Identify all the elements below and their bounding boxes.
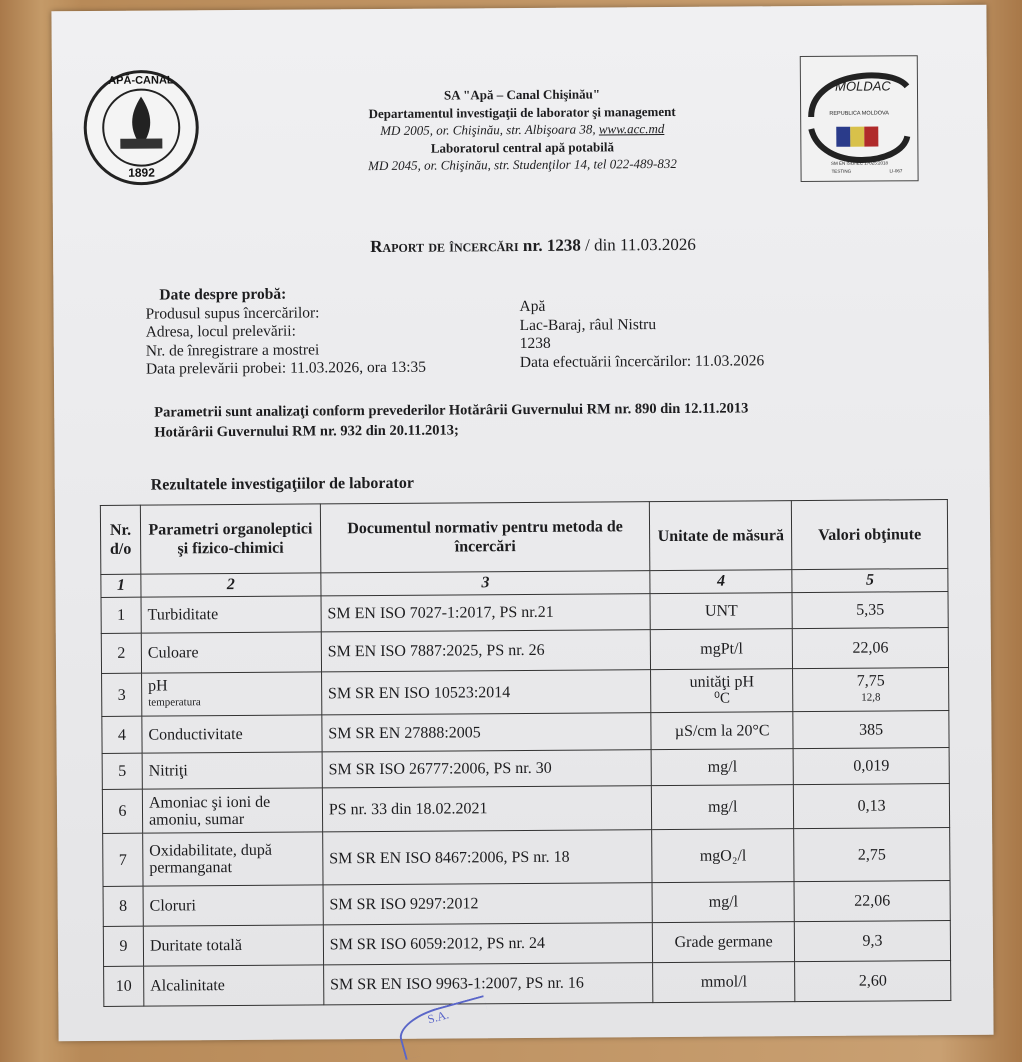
cell-method — [323, 923, 653, 965]
method-text: SM EN ISO 7887:2025, PS nr. 26 — [327, 641, 545, 661]
cell-param — [141, 596, 321, 633]
unit-text: µS/cm la 20°C — [674, 721, 770, 740]
cell-n — [103, 886, 143, 926]
param-text: pH — [148, 677, 168, 695]
header-cell: Documentul normativ pentru metoda de încercări — [320, 502, 650, 573]
index-cell: 4 — [650, 570, 792, 594]
unit-text: mg/l — [707, 798, 738, 816]
website-link[interactable]: www.acc.md — [598, 121, 665, 137]
cell-n — [103, 833, 143, 886]
results-table — [100, 499, 951, 1007]
header-cell: Parametri organoleptici şi fizico-chimici — [140, 504, 320, 574]
regulation-note — [154, 398, 748, 442]
cell-unit — [652, 829, 794, 883]
cell-n — [102, 753, 142, 789]
cell-param — [143, 832, 323, 886]
value_sub-text: 12,8 — [861, 691, 881, 704]
svg-text:MOLDAC: MOLDAC — [835, 78, 891, 94]
cell-value — [794, 828, 950, 882]
value-text: 22,06 — [854, 892, 891, 910]
n-text: 8 — [119, 897, 128, 915]
value-text: 9,3 — [862, 932, 883, 950]
field-value: Data efectuării încercărilor: 11.03.2026 — [519, 351, 765, 371]
table-row — [102, 668, 949, 717]
lab-name: Laboratorul central apă potabilă — [430, 138, 614, 156]
svg-text:TESTING: TESTING — [831, 168, 852, 174]
param-text: Turbiditate — [147, 606, 219, 624]
report-title — [253, 234, 813, 258]
n-text: 9 — [119, 937, 128, 955]
unit-text: mgPt/l — [700, 640, 744, 658]
sample-heading: Date despre probă: — [159, 285, 287, 304]
n-text: 3 — [117, 686, 126, 704]
cell-unit — [653, 922, 795, 963]
param_sub-text: temperatura — [148, 696, 201, 709]
cell-method — [322, 786, 652, 832]
report-nr-label: nr. — [522, 235, 543, 255]
method-text: SM SR EN ISO 9963-1:2007, PS nr. 16 — [329, 974, 584, 994]
index-cell: 1 — [101, 574, 141, 597]
cell-unit — [650, 593, 792, 630]
report-date: / din 11.03.2026 — [584, 234, 696, 255]
field-label: Adresa, locul prelevării: — [145, 322, 296, 341]
field-label: Nr. de înregistrare a mostrei — [145, 340, 320, 360]
method-text: SM SR ISO 6059:2012, PS nr. 24 — [329, 934, 545, 954]
cell-param — [141, 632, 321, 673]
value-text: 385 — [858, 720, 884, 739]
table-row — [102, 784, 949, 834]
table-row — [102, 748, 949, 790]
regulation-line: Parametrii sunt analizaţi conform prevederilor Hotărârii Guvernului RM nr. 890 din 12.11.2013 — [154, 400, 749, 421]
param-text: Culoare — [147, 644, 199, 662]
field-label: Data prelevării probei: 11.03.2026, ora 13:35 — [145, 358, 427, 378]
letterhead — [302, 84, 743, 175]
cell-unit — [651, 749, 793, 786]
moldac-accreditation-mark — [800, 55, 919, 182]
method-text: SM SR ISO 26777:2006, PS nr. 30 — [328, 759, 552, 779]
header-cell: Unitate de măsură — [650, 501, 792, 571]
cell-unit — [652, 882, 794, 923]
sample-info-values — [519, 296, 764, 372]
n-text: 5 — [118, 762, 127, 780]
cell-value — [792, 592, 948, 629]
cell-param — [142, 672, 322, 716]
cell-unit — [651, 669, 793, 713]
cell-method — [322, 750, 652, 788]
value-text: 5,35 — [856, 601, 885, 619]
cell-n — [103, 926, 143, 966]
cell-param — [143, 925, 323, 966]
cell-value — [793, 711, 949, 749]
value-text: 0,019 — [853, 757, 890, 775]
cell-method — [321, 630, 651, 672]
param-text: Amoniac şi ioni de amoniu, sumar — [148, 793, 271, 829]
param-text: Alcalinitate — [150, 977, 225, 995]
cell-value — [794, 921, 950, 962]
cell-n — [101, 597, 141, 633]
svg-text:REPUBLICA MOLDOVA: REPUBLICA MOLDOVA — [829, 110, 889, 117]
field-value: Lac-Baraj, râul Nistru — [519, 315, 657, 334]
svg-text:LI-067: LI-067 — [889, 168, 903, 174]
index-cell: 3 — [321, 571, 651, 596]
param-text: Cloruri — [149, 897, 196, 915]
report-title-text: Raport de încercări — [370, 236, 519, 257]
n-text: 1 — [117, 606, 126, 624]
cell-method — [323, 963, 653, 1005]
document-page — [51, 5, 993, 1042]
cell-value — [794, 881, 950, 922]
cell-value — [792, 628, 948, 669]
address-lab: MD 2045, or. Chişinău, str. Studenţilor 14, tel 022-489-832 — [368, 155, 677, 174]
unit-text: mg/l — [708, 893, 739, 911]
table-row — [101, 628, 948, 674]
n-text: 4 — [117, 726, 127, 744]
table-row — [103, 881, 950, 927]
address-text: MD 2005, or. Chişinău, str. Albişoara 38, — [380, 121, 599, 138]
cell-value — [793, 748, 949, 785]
cell-param — [142, 715, 322, 753]
cell-param — [143, 885, 323, 926]
index-cell: 5 — [792, 569, 948, 593]
stamp-fragment — [395, 995, 495, 1060]
cell-value — [795, 961, 951, 1002]
cell-method — [321, 594, 651, 632]
sample-info-labels — [145, 285, 426, 379]
org-name: SA "Apă – Canal Chişinău" — [443, 86, 601, 103]
svg-text:1892: 1892 — [128, 165, 155, 180]
company-logo-seal — [80, 68, 203, 187]
cell-method — [322, 713, 652, 752]
value-text: 22,06 — [852, 639, 889, 657]
table-row — [101, 592, 948, 634]
value-text: 2,60 — [858, 972, 887, 990]
unit_sub-text: ⁰C — [713, 690, 731, 707]
cell-unit — [651, 629, 793, 670]
n-text: 7 — [118, 851, 127, 869]
report-number: 1238 — [546, 235, 581, 255]
cell-unit — [653, 962, 795, 1003]
table-header — [100, 500, 947, 575]
cell-unit — [651, 712, 793, 750]
index-cell: 2 — [141, 573, 321, 597]
cell-value — [793, 784, 949, 829]
method-text: SM SR EN ISO 10523:2014 — [327, 683, 511, 702]
method-text: SM SR ISO 9297:2012 — [329, 895, 479, 914]
n-text: 10 — [115, 977, 132, 995]
cell-method — [321, 670, 651, 715]
unit-text: mmol/l — [700, 973, 748, 991]
cell-n — [102, 673, 142, 716]
svg-text:APĂ-CANAL: APĂ-CANAL — [108, 74, 174, 87]
param-text: Duritate totală — [149, 936, 242, 955]
param-text: Oxidabilitate, după permanganat — [149, 841, 272, 877]
field-label: Produsul supus încercărilor: — [145, 303, 320, 323]
cell-n — [101, 633, 141, 673]
cell-n — [104, 966, 144, 1006]
table-row — [102, 711, 949, 754]
unit-text: UNT — [704, 602, 738, 620]
cell-n — [102, 716, 142, 753]
regulation-line: Hotărârii Guvernului RM nr. 932 din 20.11.2013; — [154, 422, 459, 441]
table-row — [103, 921, 950, 967]
n-text: 2 — [117, 644, 126, 662]
table-row — [104, 961, 951, 1007]
cell-param — [144, 965, 324, 1006]
param-text: Conductivitate — [148, 725, 243, 744]
field-value: Apă — [519, 297, 546, 316]
param-text: Nitriţi — [148, 762, 188, 780]
header-cell: Nr. d/o — [100, 505, 140, 574]
method-text: SM EN ISO 7027-1:2017, PS nr.21 — [327, 603, 554, 623]
cell-param — [142, 788, 322, 833]
unit-text: mgO₂/l — [699, 846, 747, 865]
stamp-text: S.A. — [425, 1007, 451, 1027]
results-heading: Rezultatele investigaţiilor de laborator — [150, 474, 414, 494]
header-cell: Valori obţinute — [792, 500, 948, 570]
unit-text: mg/l — [707, 758, 738, 776]
table-row — [103, 828, 950, 887]
unit-text: Grade germane — [674, 933, 773, 951]
value-text: 2,75 — [857, 845, 886, 864]
cell-n — [102, 789, 142, 833]
cell-method — [322, 830, 652, 885]
value-text: 7,75 — [856, 672, 885, 690]
unit-text: unităţi pH — [689, 673, 755, 691]
method-text: SM SR EN ISO 8467:2006, PS nr. 18 — [329, 848, 570, 867]
field-value: 1238 — [519, 334, 551, 353]
cell-unit — [652, 785, 794, 830]
method-text: SM SR EN 27888:2005 — [328, 723, 481, 742]
cell-param — [142, 752, 322, 789]
department: Departamentul investigaţii de laborator şi management — [368, 103, 676, 121]
method-text: PS nr. 33 din 18.02.2021 — [328, 800, 488, 819]
svg-text:SM EN ISO/IEC 17025:2018: SM EN ISO/IEC 17025:2018 — [830, 160, 889, 166]
cell-value — [793, 668, 949, 712]
n-text: 6 — [118, 802, 127, 820]
cell-method — [323, 883, 653, 925]
value-text: 0,13 — [857, 797, 886, 815]
